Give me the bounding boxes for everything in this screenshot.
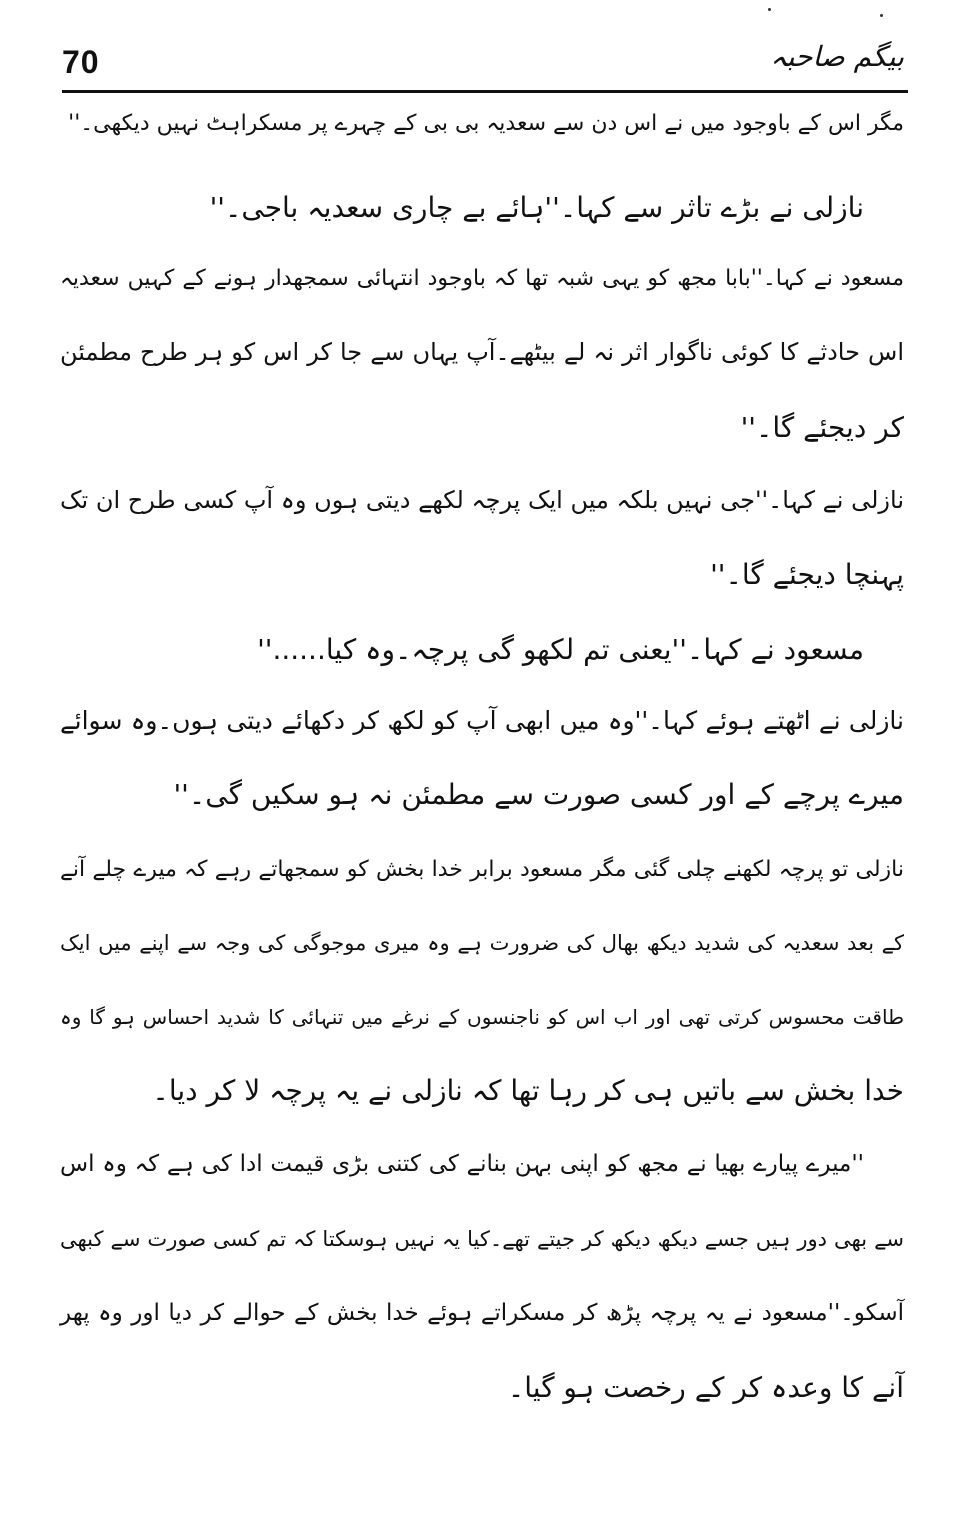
text-line: نازلی نے بڑے تاثر سے کہا۔''ہائے بے چاری سعدیہ باجی۔'': [209, 191, 864, 224]
text-line: پہنچا دیجئے گا۔'': [710, 558, 904, 591]
text-line: نازلی نے کہا۔''جی نہیں بلکہ میں ایک پرچہ لکھے دیتی ہوں وہ آپ کسی طرح ان تک: [60, 486, 904, 514]
text-line: میرے پرچے کے اور کسی صورت سے مطمئن نہ ہو سکیں گی۔'': [173, 778, 904, 811]
text-line: آسکو۔''مسعود نے یہ پرچہ پڑھ کر مسکراتے ہوئے خدا بخش کے حوالے کر دیا اور وہ پھر: [60, 1300, 904, 1326]
scan-speck: [768, 8, 771, 11]
text-line: آنے کا وعدہ کر کے رخصت ہو گیا۔: [507, 1371, 904, 1404]
text-line: اس حادثے کا کوئی ناگوار اثر نہ لے بیٹھے۔آپ یہاں سے جا کر اس کو ہر طرح مطمئن: [60, 338, 904, 366]
text-line: مگر اس کے باوجود میں نے اس دن سے سعدیہ بی بی کے چہرے پر مسکراہٹ نہیں دیکھی۔'': [68, 111, 904, 136]
text-line: کے بعد سعدیہ کی شدید دیکھ بھال کی ضرورت ہے وہ میری موجوگی کی وجہ سے اپنے میں ایک: [60, 931, 904, 955]
text-line: مسعود نے کہا۔''بابا مجھ کو یہی شبہ تھا کہ باوجود انتہائی سمجھدار ہونے کے کہیں سعدیہ: [60, 266, 904, 291]
page-header: [62, 38, 904, 88]
header-rule: [62, 90, 908, 93]
text-line: طاقت محسوس کرتی تھی اور اب اس کو ناجنسوں کے نرغے میں تنہائی کا شدید احساس ہو گا وہ: [60, 1005, 904, 1029]
text-line: نازلی نے اٹھتے ہوئے کہا۔''وہ میں ابھی آپ کو لکھ کر دکھائے دیتی ہوں۔وہ سوائے: [60, 706, 904, 735]
text-line: مسعود نے کہا۔''یعنی تم لکھو گی پرچہ۔وہ کیا......'': [257, 633, 864, 666]
scan-speck: [880, 14, 883, 17]
running-title: بیگم صاحبہ: [770, 40, 904, 73]
text-line: ''میرے پیارے بھیا نے مجھ کو اپنی بہن بنانے کی کتنی بڑی قیمت ادا کی ہے کہ وہ اس: [60, 1151, 864, 1177]
text-line: کر دیجئے گا۔'': [740, 411, 904, 444]
page-number: 70: [62, 44, 100, 80]
text-line: خدا بخش سے باتیں ہی کر رہا تھا کہ نازلی نے یہ پرچہ لا کر دیا۔: [152, 1074, 904, 1107]
text-line: نازلی تو پرچہ لکھنے چلی گئی مگر مسعود برابر خدا بخش کو سمجھاتے رہے کہ میرے چلے آنے: [60, 857, 904, 882]
text-line: سے بھی دور ہیں جسے دیکھ دیکھ کر جیتے تھے۔کیا یہ نہیں ہوسکتا کہ تم کسی صورت سے کبھی: [60, 1227, 904, 1251]
